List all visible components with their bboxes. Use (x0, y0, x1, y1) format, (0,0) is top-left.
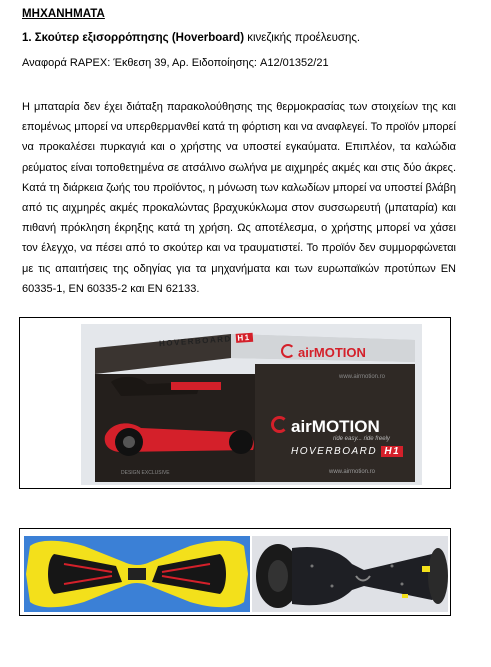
hoverboard-top-illustration (24, 536, 250, 612)
hoverboard-bottom-illustration (252, 536, 448, 612)
box-model-front (291, 446, 403, 457)
item-title (22, 32, 360, 44)
box-side-label: DESIGN EXCLUSIVE (121, 470, 170, 476)
product-photos-frame (19, 528, 451, 616)
brand-swirl-icon (281, 344, 295, 358)
product-box-illustration (81, 324, 422, 485)
item-origin: κινεζικής προέλευσης. (244, 32, 361, 44)
box-model-text: HOVERBOARD (158, 334, 233, 349)
box-brand-front-text: airMOTION (291, 417, 380, 436)
box-tagline: ride easy... ride freely (333, 436, 390, 442)
hazard-description: Η μπαταρία δεν έχει διάταξη παρακολούθησης της θερμοκρασίας των στοιχείων της και επομένως μπορεί να υπερθερμανθεί κατά τη φόρτιση και να αναφλεγεί. Το προϊόν μπορεί να προκαλέσει πυρκαγιά και ο χρήστης να υποστεί εγκαύματα. Επιπλέον, τα καλώδια ρεύματος είναι τοποθετημένα σε ατσάλινο σωλήνα με αιχμηρές ακμές και στις δύο άκρες. Κατά τη διάρκεια ζωής του προϊόντος, η μόνωση των καλωδίων μπορεί να υποστεί βλάβη από τις αιχμηρές ακμές προκαλώντας βραχυκύκλωμα στον συσσωρευτή (μπαταρία) και πιθανή πρόκληση έκρηξης κατά τη χρήση. Ως αποτέλεσμα, ο χρήστης μπορεί να χάσει τον έλεγχο, να πέσει από το σκούτερ και να τραυματιστεί. Το προϊόν δεν συμμορφώνεται με τις απαιτήσεις της οδηγίας για τα μηχανήματα και των ευρωπαϊκών προτύπων EN 60335-1, EN 60335-2 και EN 62133. (22, 101, 456, 295)
box-website-top: www.airmotion.ro (339, 374, 386, 380)
product-box-frame (19, 317, 451, 489)
rapex-reference: Αναφορά RAPEX: Έκθεση 39, Αρ. Ειδοποίησης: A12/01352/21 (22, 57, 329, 69)
box-model-badge-front: H1 (381, 446, 403, 457)
box-website-front: www.airmotion.ro (329, 469, 376, 475)
section-heading: ΜΗΧΑΝΗΜΑΤΑ (22, 8, 105, 20)
box-model-front-text: HOVERBOARD (291, 446, 378, 457)
box-brand-top (281, 344, 366, 360)
brand-swirl-icon-front (271, 416, 288, 433)
box-brand-top-text: airMOTION (298, 345, 366, 360)
product-box-photo (81, 324, 422, 485)
box-brand-front (271, 416, 380, 437)
item-number-title: 1. Σκούτερ εξισορρόπησης (Hoverboard) (22, 32, 245, 44)
hoverboard-bottom-photo (252, 536, 448, 612)
box-model-badge-top: H1 (237, 332, 251, 343)
hoverboard-top-photo (24, 536, 250, 612)
